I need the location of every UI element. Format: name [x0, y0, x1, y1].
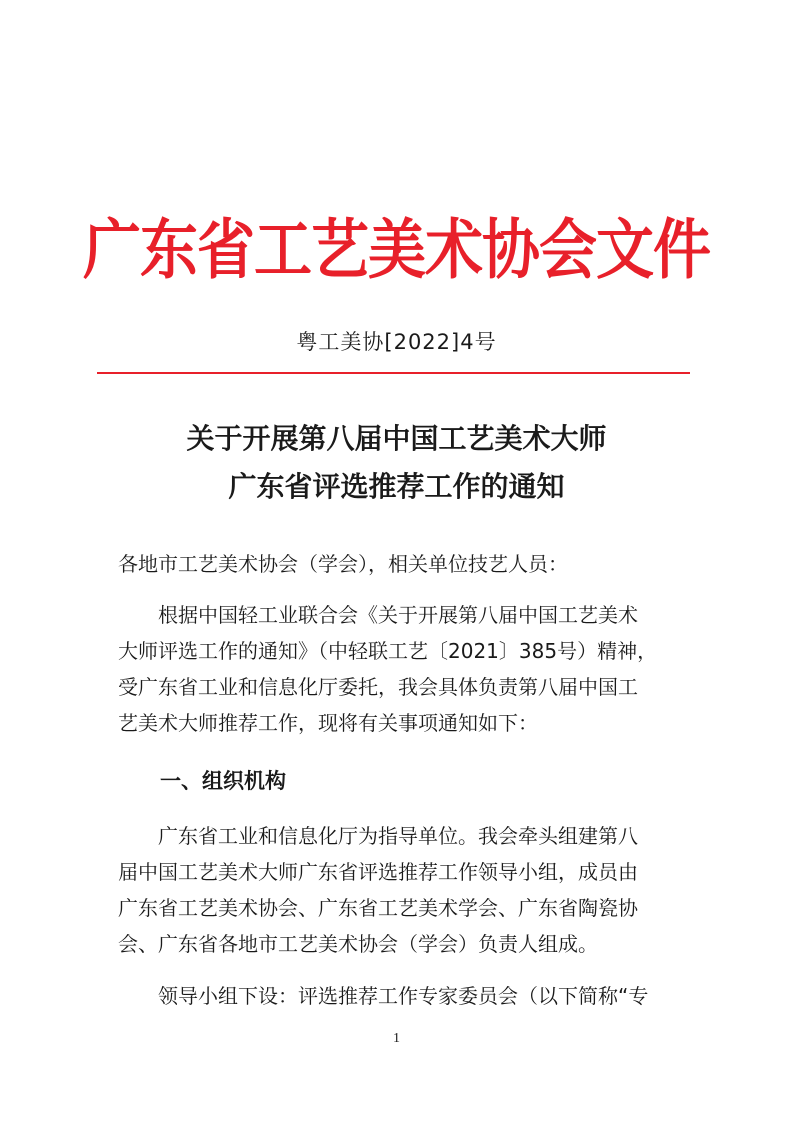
document-number: 粤工美协[2022]4号: [296, 330, 497, 354]
section-heading: 一、组织机构: [160, 769, 286, 793]
paragraph-line: 会、广东省各地市工艺美术协会（学会）负责人组成。: [118, 932, 598, 956]
page-number: 1: [393, 1031, 400, 1046]
paragraph-line: 根据中国轻工业联合会《关于开展第八届中国工艺美术: [158, 603, 638, 627]
document-title-line-2: 广东省评选推荐工作的通知: [228, 470, 565, 503]
paragraph-line: 大师评选工作的通知》（中轻联工艺〔2021〕385号）精神，: [118, 639, 658, 663]
paragraph-line: 艺美术大师推荐工作，现将有关事项通知如下：: [118, 711, 538, 735]
paragraph-line: 广东省工艺美术协会、广东省工艺美术学会、广东省陶瓷协: [118, 896, 638, 920]
salutation: 各地市工艺美术协会（学会），相关单位技艺人员：: [118, 552, 568, 576]
document-title-line-1: 关于开展第八届中国工艺美术大师: [186, 422, 607, 455]
org-header-title: 广东省工艺美术协会文件: [82, 211, 710, 288]
paragraph-line: 广东省工业和信息化厅为指导单位。我会牵头组建第八: [158, 824, 638, 848]
paragraph-line: 领导小组下设：评选推荐工作专家委员会（以下简称“专: [158, 984, 649, 1008]
paragraph-line: 届中国工艺美术大师广东省评选推荐工作领导小组，成员由: [118, 860, 638, 884]
red-divider-line: [97, 372, 690, 374]
paragraph-line: 受广东省工业和信息化厅委托，我会具体负责第八届中国工: [118, 675, 638, 699]
